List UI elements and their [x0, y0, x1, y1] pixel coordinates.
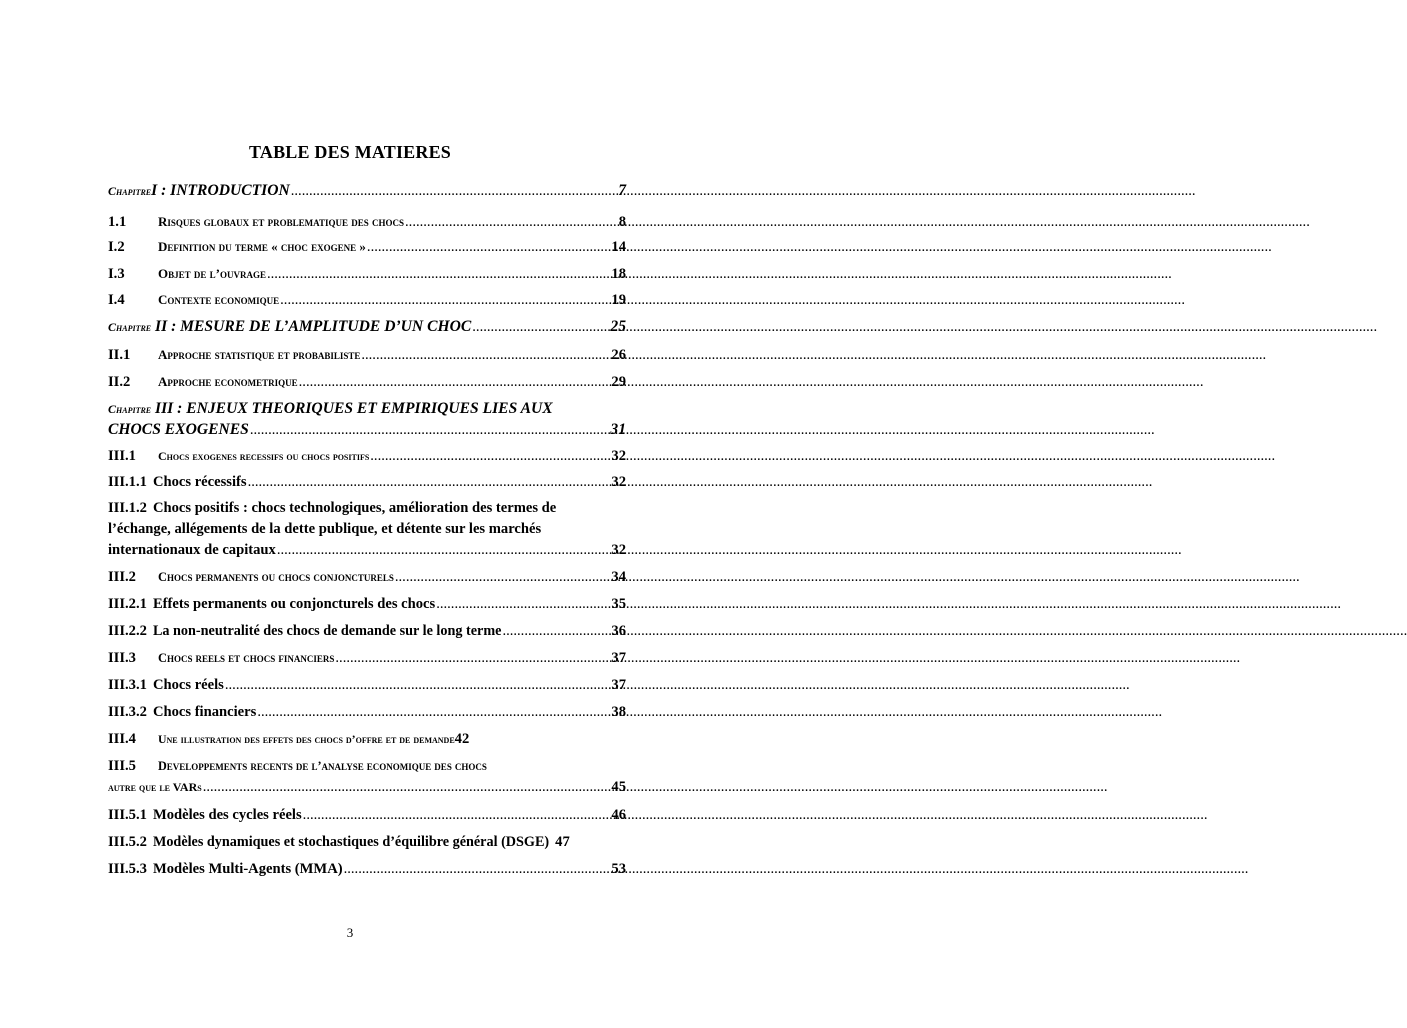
- entry-number: III.2: [108, 569, 136, 585]
- leader-dots: [267, 264, 610, 285]
- document-page: [0, 0, 700, 1028]
- entry-title: La non-neutralité des chocs de demande sur le long terme: [152, 623, 502, 639]
- toc-entry-iii-3-1[interactable]: [108, 675, 626, 696]
- page-number: 3: [346, 925, 354, 940]
- entry-number: II.1: [108, 347, 131, 363]
- toc-entry-iii-4[interactable]: [108, 729, 626, 750]
- leader-dots: [203, 777, 611, 798]
- entry-title: Modèles des cycles réels: [152, 807, 302, 823]
- toc-entry-iii-3-2[interactable]: [108, 702, 626, 723]
- toc-entry-iii-3[interactable]: [108, 648, 626, 669]
- leader-dots: [335, 648, 610, 669]
- page-ref: 14: [611, 239, 626, 255]
- page-ref: 35: [611, 596, 626, 612]
- leader-dots: [370, 446, 610, 467]
- toc-entry-iii-1-2[interactable]: [108, 498, 626, 561]
- toc-entry-1-1[interactable]: [108, 211, 626, 232]
- toc-entry-iii-5-3[interactable]: [108, 859, 626, 880]
- toc-entry-iii-5-1[interactable]: [108, 805, 626, 826]
- entry-title-line-1: Developpements recents de l’analyse economique des chocs: [158, 759, 487, 773]
- leader-dots: [299, 372, 611, 393]
- leader-dots: [257, 702, 610, 723]
- entry-number: III.5.1: [108, 807, 147, 823]
- toc-entry-iii-1[interactable]: [108, 446, 626, 467]
- leader-dots: [277, 540, 611, 561]
- page-ref: 32: [611, 474, 626, 490]
- entry-title: Approche statistique et probabiliste: [158, 347, 361, 362]
- entry-number: III.3.2: [108, 704, 147, 720]
- entry-title-line-3: internationaux de capitaux: [108, 542, 276, 558]
- chapter-title: I : INTRODUCTION: [151, 182, 290, 199]
- entry-title: Effets permanents ou conjoncturels des chocs: [152, 596, 436, 612]
- page-ref: 8: [618, 214, 626, 230]
- entry-title: Chocs exogenes recessifs ou chocs positifs: [158, 449, 370, 463]
- page-ref: 46: [611, 807, 626, 823]
- leader-dots: [472, 317, 609, 338]
- page-ref: 38: [611, 704, 626, 720]
- entry-title: Chocs financiers: [152, 704, 257, 720]
- entry-number: III.1: [108, 448, 136, 464]
- leader-dots: [344, 859, 611, 880]
- entry-number: III.1.2: [108, 500, 147, 516]
- entry-title: Chocs reels et chocs financiers: [158, 651, 335, 665]
- entry-title: Risques globaux et problematique des chocs: [158, 214, 405, 229]
- toc-entry-i-4[interactable]: [108, 289, 626, 310]
- page-ref: 18: [611, 266, 626, 282]
- page-ref: 26: [611, 347, 626, 363]
- page-ref: 7: [618, 182, 626, 199]
- leader-dots: [291, 181, 617, 202]
- leader-dots: [225, 675, 611, 696]
- leader-dots: [367, 237, 610, 258]
- entry-number: I.2: [108, 239, 125, 255]
- page-ref: 45: [611, 779, 626, 795]
- entry-number: III.4: [108, 731, 136, 747]
- entry-title-line-2: autre que le VARs: [108, 780, 202, 794]
- entry-title: Chocs réels: [152, 677, 224, 693]
- chapter-prefix: Chapitre: [108, 320, 152, 334]
- entry-number: III.3.1: [108, 677, 147, 693]
- toc-chapter-3[interactable]: [108, 398, 626, 440]
- toc-chapter-1[interactable]: [108, 180, 626, 201]
- toc-entry-iii-2-2[interactable]: [108, 621, 626, 642]
- entry-number: III.1.1: [108, 474, 147, 490]
- page-ref: 25: [610, 318, 626, 335]
- entry-number: I.4: [108, 292, 125, 308]
- toc-entry-iii-1-1[interactable]: [108, 472, 626, 493]
- entry-number: III.3: [108, 650, 136, 666]
- page-ref: 19: [611, 292, 626, 308]
- entry-title: Approche econometrique: [158, 374, 298, 389]
- toc-entry-i-2[interactable]: [108, 236, 626, 257]
- entry-number: III.5.2: [108, 834, 147, 850]
- toc-entry-iii-2-1[interactable]: [108, 594, 626, 615]
- leader-dots: [395, 567, 611, 588]
- leader-dots: [280, 290, 610, 311]
- page-ref: 32: [611, 448, 626, 464]
- entry-title: Contexte economique: [158, 292, 280, 307]
- page-ref: 34: [611, 569, 626, 585]
- toc-entry-iii-2[interactable]: [108, 567, 626, 588]
- page-ref: 42: [454, 731, 470, 747]
- toc-entry-ii-1[interactable]: [108, 344, 626, 365]
- leader-dots: [250, 420, 610, 441]
- page-ref: 36: [611, 623, 626, 639]
- page-ref: 31: [610, 421, 626, 438]
- leader-dots: [502, 621, 610, 642]
- entry-title: Chocs récessifs: [152, 474, 247, 490]
- entry-title-line-1: Chocs positifs : chocs technologiques, amélioration des termes de: [152, 500, 557, 516]
- toc-chapter-2[interactable]: [108, 316, 626, 337]
- entry-number: I.3: [108, 266, 125, 282]
- toc-entry-ii-2[interactable]: [108, 371, 626, 392]
- entry-title: Chocs permanents ou chocs conjoncturels: [158, 570, 394, 584]
- entry-title: Objet de l’ouvrage: [158, 266, 266, 281]
- entry-number: III.5.3: [108, 861, 147, 877]
- toc-entry-iii-5-2[interactable]: [108, 832, 626, 853]
- entry-number: III.2.2: [108, 623, 147, 639]
- page-ref: 32: [611, 542, 626, 558]
- toc-entry-i-3[interactable]: [108, 263, 626, 284]
- chapter-title: II : MESURE DE L’AMPLITUDE D’UN CHOC: [155, 318, 472, 335]
- entry-title: Modèles dynamiques et stochastiques d’équilibre général (DSGE): [152, 834, 550, 850]
- chapter-title-line-1: III : ENJEUX THEORIQUES ET EMPIRIQUES LIES AUX: [155, 400, 553, 417]
- leader-dots: [405, 212, 618, 233]
- entry-number: III.5: [108, 758, 136, 774]
- page-ref: 37: [611, 650, 626, 666]
- page-ref: 53: [611, 861, 626, 877]
- entry-title: Une illustration des effets des chocs d’offre et de demande: [158, 732, 455, 746]
- toc-title: TABLE DES MATIERES: [249, 142, 451, 162]
- leader-dots: [436, 594, 610, 615]
- toc-entry-iii-5[interactable]: [108, 756, 626, 798]
- leader-dots: [303, 805, 611, 826]
- entry-title: Modèles Multi-Agents (MMA): [152, 861, 343, 877]
- page-ref: 37: [611, 677, 626, 693]
- page-ref: 29: [611, 374, 626, 390]
- chapter-prefix: Chapitre: [108, 184, 152, 198]
- leader-dots: [361, 345, 610, 366]
- entry-number: III.2.1: [108, 596, 147, 612]
- entry-title-line-2: l’échange, allégements de la dette publique, et détente sur les marchés: [108, 521, 542, 537]
- chapter-title-line-2: CHOCS EXOGENES: [108, 421, 249, 438]
- entry-title: Definition du terme « choc exogene »: [158, 239, 366, 254]
- entry-number: 1.1: [108, 214, 127, 230]
- page-ref: 47: [555, 834, 570, 850]
- chapter-prefix: Chapitre: [108, 402, 152, 416]
- leader-dots: [248, 472, 611, 493]
- entry-number: II.2: [108, 374, 131, 390]
